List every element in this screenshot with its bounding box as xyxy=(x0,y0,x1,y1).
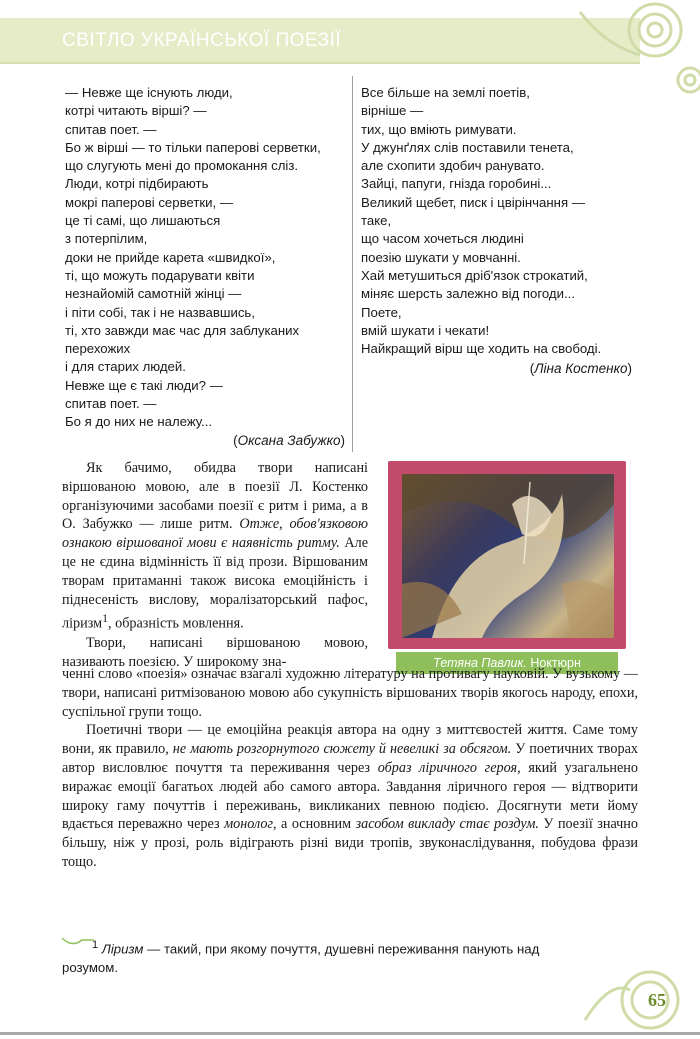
poem-line: міняє шерсть залежно від погоди... xyxy=(361,286,575,302)
body-text-wide xyxy=(62,665,638,872)
footnote-ref: 1 xyxy=(102,611,109,626)
painting-image xyxy=(402,474,614,638)
poem-left xyxy=(65,84,321,432)
nocturne-painting xyxy=(402,474,614,638)
poem-line: вмій шукати і чекати! xyxy=(361,322,490,338)
poem-line: спитав поет. — xyxy=(65,396,157,412)
paragraph-2-continuation: ченні слово «поезія» означає взагалі художню літературу на противагу науковій. У вузькому — твори, написані ритмізованою мовою або сукупність віршованих творів якогось народу, епохи, суспільної групи тощо. xyxy=(62,666,638,720)
poem-line: спитав поет. — xyxy=(65,121,157,137)
emphasis: засобом викладу стає роздум. xyxy=(355,816,539,833)
poem-line: ті, хто завжди має час для заблуканих xyxy=(65,322,300,338)
poem-line: незнайомій самотній жінці — xyxy=(65,286,242,302)
poem-line: перехожих xyxy=(65,341,131,357)
footnote-definition: — такий, при якому почуття, душевні переживання панують над xyxy=(143,941,540,957)
page-number: 65 xyxy=(648,990,666,1010)
body-text-narrow xyxy=(62,459,368,672)
poem-line: Невже ще є такі люди? — xyxy=(65,377,223,393)
author-name: Ліна Костенко xyxy=(534,361,628,376)
poem-line: але схопити здобич ранувато. xyxy=(361,158,545,174)
poem-line: Великий щебет, писк і цвірінчання — xyxy=(361,194,585,210)
caption-artist: Тетяна Павлик. xyxy=(433,656,527,670)
poem-line: доки не прийде карета «швидкої», xyxy=(65,249,276,265)
footnote-number: 1 xyxy=(92,939,99,951)
poem-line: з потерпілим, xyxy=(65,231,148,247)
bottom-rule xyxy=(0,1032,700,1035)
poem-line: Бо ж вірші — то тільки паперові серветки, xyxy=(65,139,321,155)
poem-line: котрі читають вірші? — xyxy=(65,103,207,119)
text-run: який узагальнено виражає емоції багатьох людей або самого автора. Завдання ліричного героя — відтворити широку гаму почуттів і переживань, викликаних певною подією. Досягнути мети йому вдається переважно через xyxy=(62,759,638,833)
poem-line: мокрі паперові серветки, — xyxy=(65,194,234,210)
poem-line: таке, xyxy=(361,213,392,229)
text-run: Поетичні твори — це емоційна реакція автора на одну з миттєвостей життя. Саме тому вони, як правило, xyxy=(62,722,638,758)
paragraph-1 xyxy=(62,459,368,634)
emphasis: образ ліричного героя, xyxy=(377,759,521,776)
footnote-continuation: розумом. xyxy=(62,959,118,975)
poem-line: що часом хочеться людині xyxy=(361,231,524,247)
poem-line: і для старих людей. xyxy=(65,359,186,375)
poem-right-author: (Ліна Костенко) xyxy=(529,361,632,376)
footnote-marker-icon xyxy=(60,936,99,951)
poem-line: Зайці, папуги, гнізда горобині... xyxy=(361,176,552,192)
paragraph-3 xyxy=(62,721,638,871)
poem-line: що слугують мені до промокання сліз. xyxy=(65,158,299,174)
text-run: , образність мовлення. xyxy=(108,616,244,633)
poem-line: вірніше — xyxy=(361,103,424,119)
author-name: Оксана Забужко xyxy=(237,433,341,448)
poem-line: ті, що можуть подарувати квіти xyxy=(65,267,255,283)
emphasis: монолог, xyxy=(224,816,277,833)
poem-line: У джунґлях слів поставили тенета, xyxy=(361,139,574,155)
poem-line: Люди, котрі підбирають xyxy=(65,176,209,192)
text-run: а основним xyxy=(276,816,356,833)
poem-line: поезію шукати у мовчанні. xyxy=(361,249,521,265)
footnote xyxy=(62,936,638,977)
text-run: У поезії значно більшу, ніж у прозі, роль відіграють різні види тропів, звуконаслідування, побудова фрази тощо. xyxy=(62,816,638,870)
poem-left-author: (Оксана Забужко) xyxy=(233,433,345,448)
poem-line: це ті самі, що лишаються xyxy=(65,213,221,229)
paragraph-2-start: Твори, написані віршованою мовою, називають поезією. У широкому зна- xyxy=(62,634,368,670)
decorative-swirl-bottom xyxy=(580,960,700,1035)
poem-line: Бо я до них не належу... xyxy=(65,414,213,430)
caption-title: Ноктюрн xyxy=(526,656,581,670)
poem-line: Поете, xyxy=(361,304,402,320)
emphasis: не мають розгорнутого сюжету й невеликі за обсягом. xyxy=(172,741,512,758)
running-header-title: СВІТЛО УКРАЇНСЬКОЇ ПОЕЗІЇ xyxy=(62,30,342,51)
poem-line: Хай метушиться дріб'язок строкатий, xyxy=(361,267,588,283)
text-run: У поетичних творах автор висловлює почуття та переживання через xyxy=(62,741,638,776)
text-run: Але це не єдина відмінність її від прози. Віршованим творам притаманні також висока емоційність і піднесеність вислову, моралізаторський пафос, ліризм xyxy=(62,535,369,633)
poem-right xyxy=(361,84,601,358)
header-rule xyxy=(0,62,640,64)
column-divider xyxy=(352,76,353,452)
footnote-term: Ліризм xyxy=(101,941,144,957)
poem-line: Найкращий вірш ще ходить на свободі. xyxy=(361,341,602,357)
poem-line: Все більше на землі поетів, xyxy=(361,85,530,100)
poem-line: тих, що вміють римувати. xyxy=(361,121,517,137)
text-run: Як бачимо, обидва твори написані віршованою мовою, але в поезії Л. Костенко організуючими засобами поезії є ритм і рима, а в О. Забужко — лише ритм. xyxy=(62,460,368,533)
emphasis: Отже, обов'язковою ознакою віршованої мови є наявність ритму. xyxy=(62,516,368,552)
poem-line: і піти собі, так і не назвавшись, xyxy=(65,304,255,320)
poem-line: — Невже ще існують люди, xyxy=(65,85,233,100)
